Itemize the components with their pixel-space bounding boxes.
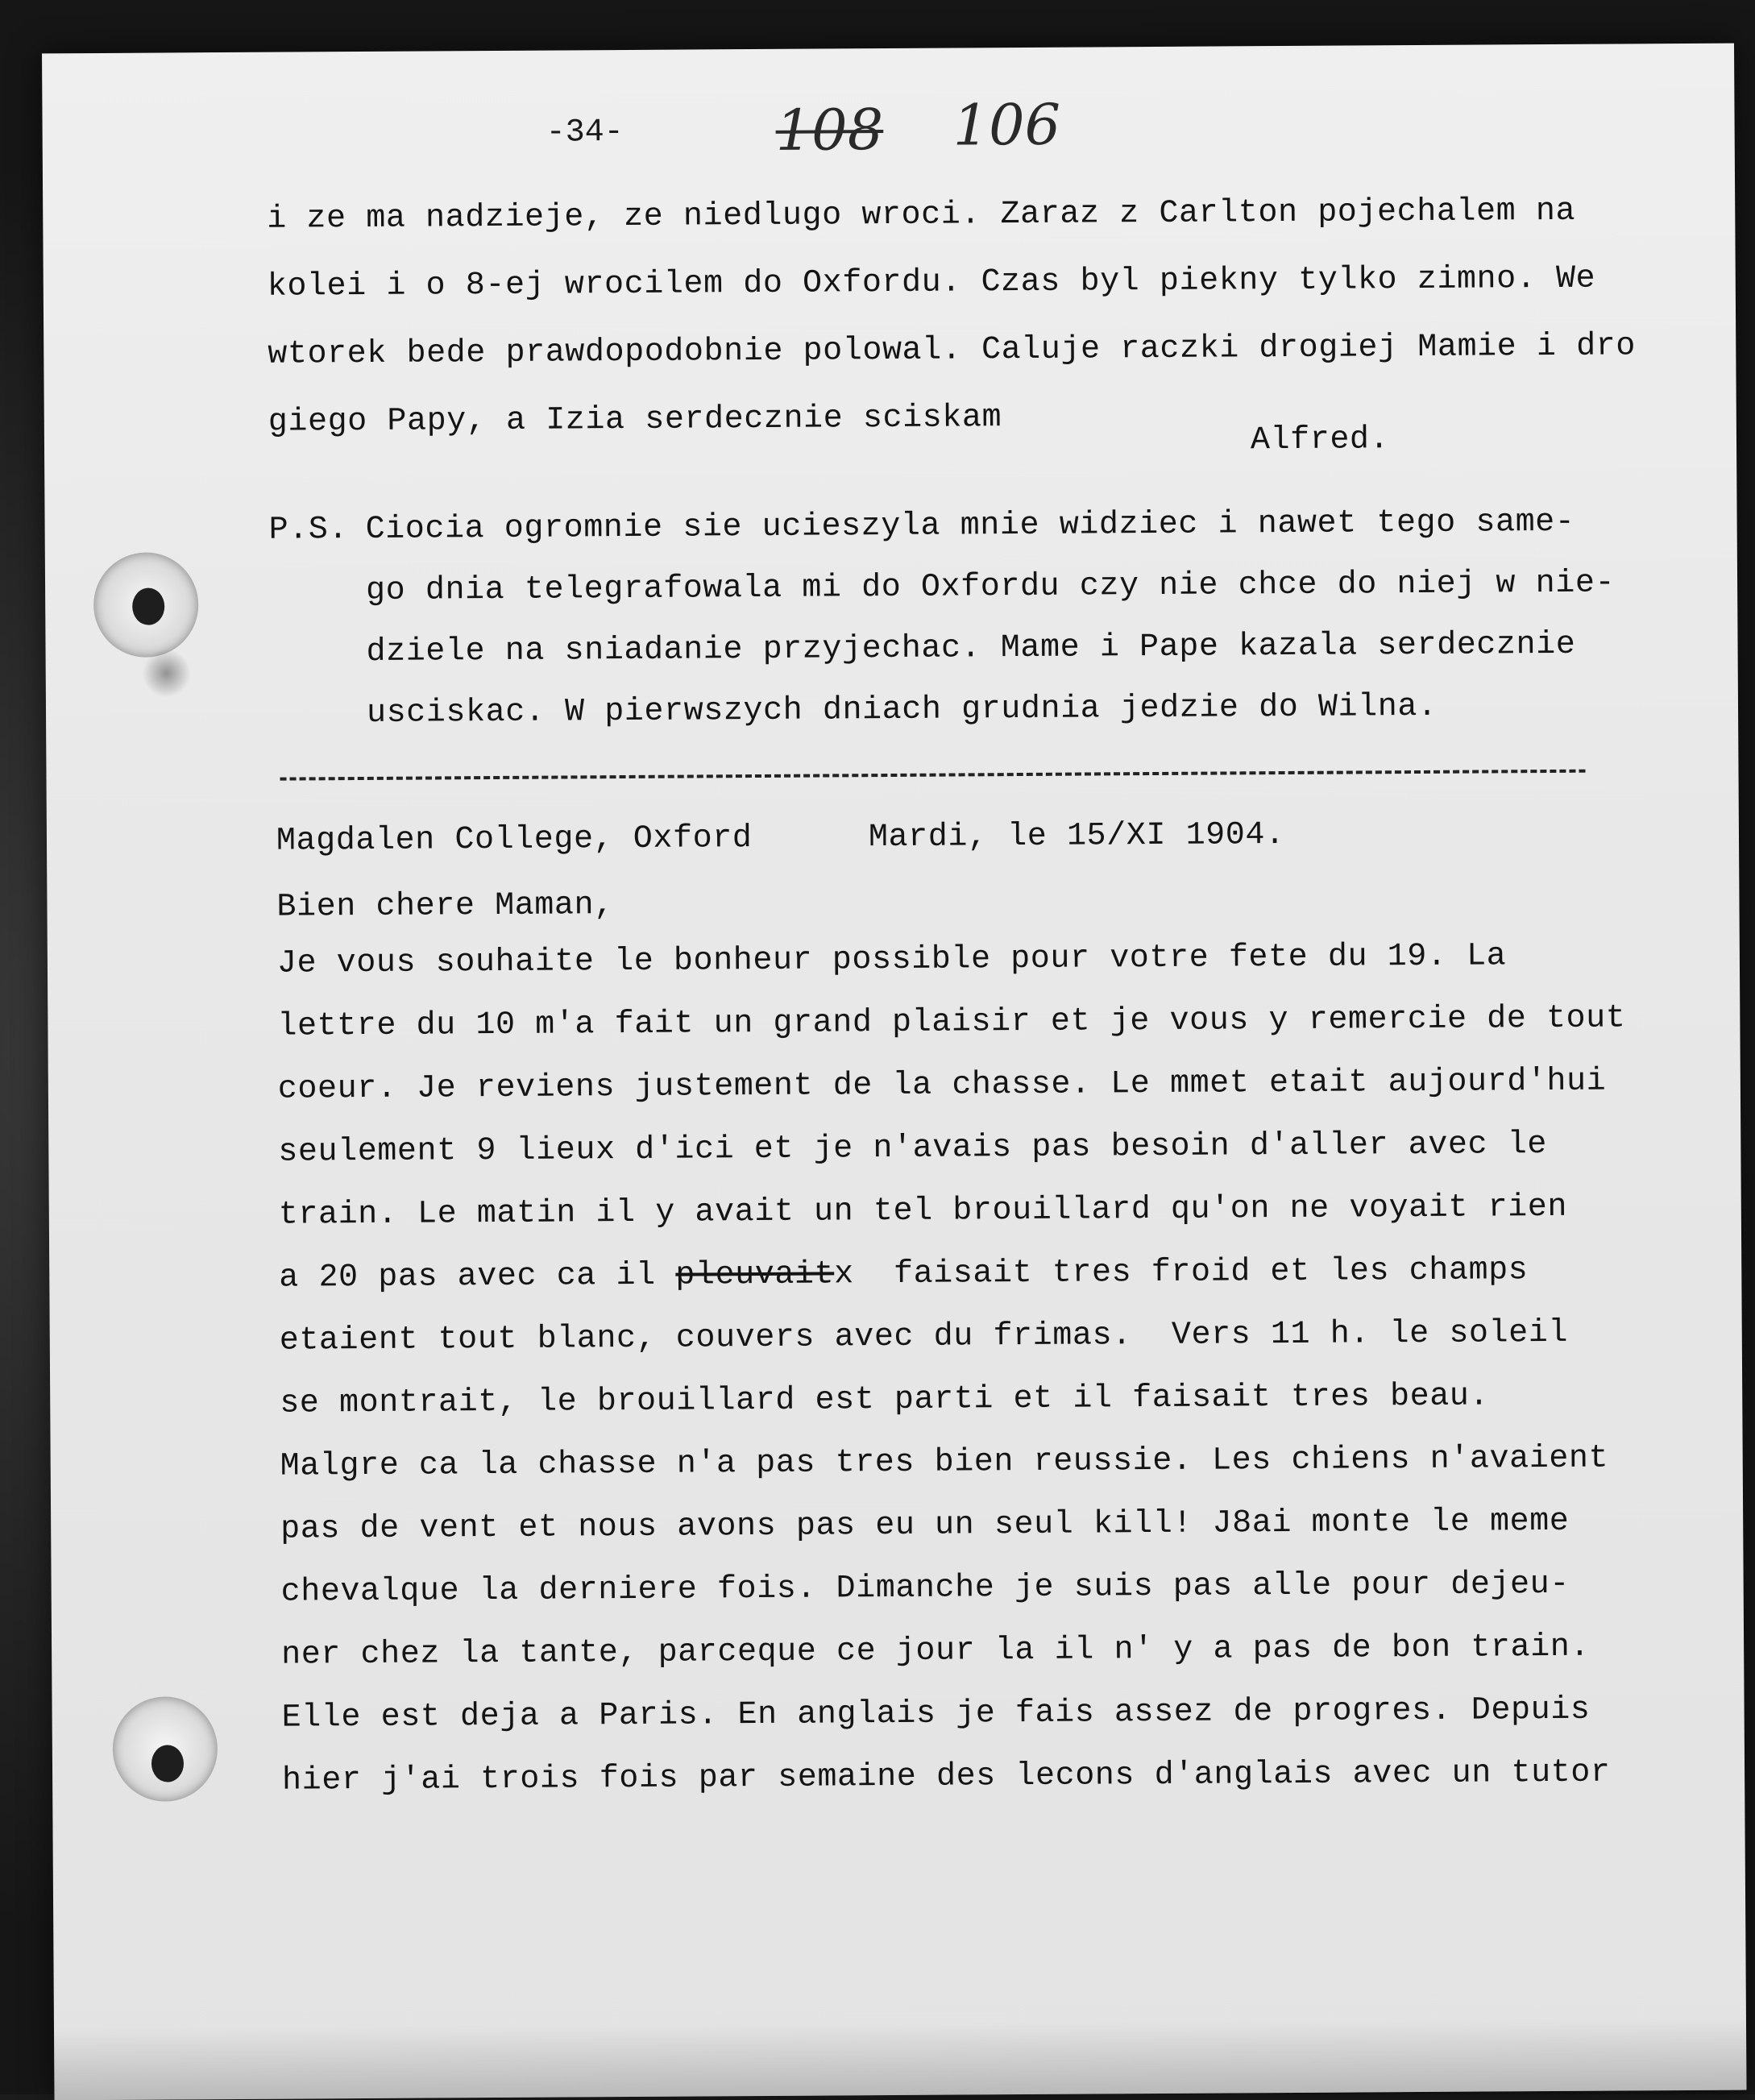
letter2-line: Elle est deja a Paris. En anglais je fais assez de progres. Depuis — [281, 1691, 1591, 1737]
document-page — [42, 44, 1746, 2100]
letter1-line: i ze ma nadzieje, ze niedlugo wroci. Zaraz z Carlton pojechalem na — [267, 193, 1576, 238]
letter2-line: etaient tout blanc, couvers avec du frimas. Vers 11 h. le soleil — [279, 1314, 1569, 1359]
punch-hole-top — [93, 552, 199, 658]
letter1-signature: Alfred. — [1250, 421, 1390, 459]
letter2-date: Mardi, le 15/XI 1904. — [868, 817, 1285, 857]
letter2-place: Magdalen College, Oxford — [276, 820, 753, 860]
letter2-line: chevalque la derniere fois. Dimanche je suis pas alle pour dejeu- — [280, 1566, 1570, 1611]
letter1-line: kolei i o 8-ej wrocilem do Oxfordu. Czas byl piekny tylko zimno. We — [267, 260, 1596, 305]
letter2-line: Malgre ca la chasse n'a pas tres bien reussie. Les chiens n'avaient — [280, 1440, 1609, 1485]
letter2-line: train. Le matin il y avait un tel brouillard qu'on ne voyait rien — [278, 1189, 1568, 1234]
ps-line: dziele na sniadanie przyjechac. Mame i Pape kazala serdecznie — [366, 626, 1576, 670]
letter2-line: lettre du 10 m'a fait un grand plaisir et je vous y remercie de tout — [277, 1000, 1626, 1045]
letter2-line: seulement 9 lieux d'ici et je n'avais pas besoin d'aller avec le — [278, 1127, 1548, 1171]
ps-line: Ciocia ogromnie sie ucieszyla mnie widziec i nawet tego same- — [365, 504, 1575, 548]
letter1-line: wtorek bede prawdopodobnie polowal. Caluje raczki drogiej Mamie i dro — [268, 328, 1637, 373]
letter2-line: hier j'ai trois fois par semaine des lecons d'anglais avec un tutor — [281, 1754, 1611, 1799]
letter2-line: se montrait, le brouillard est parti et il faisait tres beau. — [280, 1378, 1490, 1422]
ps-label: P.S. — [268, 512, 349, 549]
letter2-line: ner chez la tante, parceque ce jour la il n' y a pas de bon train. — [281, 1629, 1591, 1674]
letter2-line: coeur. Je reviens justement de la chasse. Le mmet etait aujourd'hui — [277, 1063, 1607, 1108]
handwritten-folio-struck: 108 — [775, 97, 884, 164]
letter2-line: pas de vent et nous avons pas eu un seul kill! J8ai monte le meme — [280, 1503, 1570, 1548]
smudge-mark — [143, 649, 191, 697]
letter2-line: a 20 pas avec ca il pleuvaitx faisait tres froid et les champs — [279, 1252, 1529, 1297]
letter1-line: giego Papy, a Izia serdecznie sciskam — [268, 400, 1002, 441]
page-number: -34- — [546, 114, 624, 151]
handwritten-folio: 106 — [952, 91, 1061, 159]
ps-line: usciskac. W pierwszych dniach grudnia jedzie do Wilna. — [366, 688, 1438, 732]
ps-line: go dnia telegrafowala mi do Oxfordu czy nie chce do niej w nie- — [365, 565, 1616, 609]
dashed-separator — [280, 770, 1586, 781]
letter2-salutation: Bien chere Maman, — [276, 887, 614, 926]
punch-hole-bottom — [112, 1696, 218, 1802]
letter2-line: Je vous souhaite le bonheur possible pour votre fete du 19. La — [276, 938, 1507, 982]
